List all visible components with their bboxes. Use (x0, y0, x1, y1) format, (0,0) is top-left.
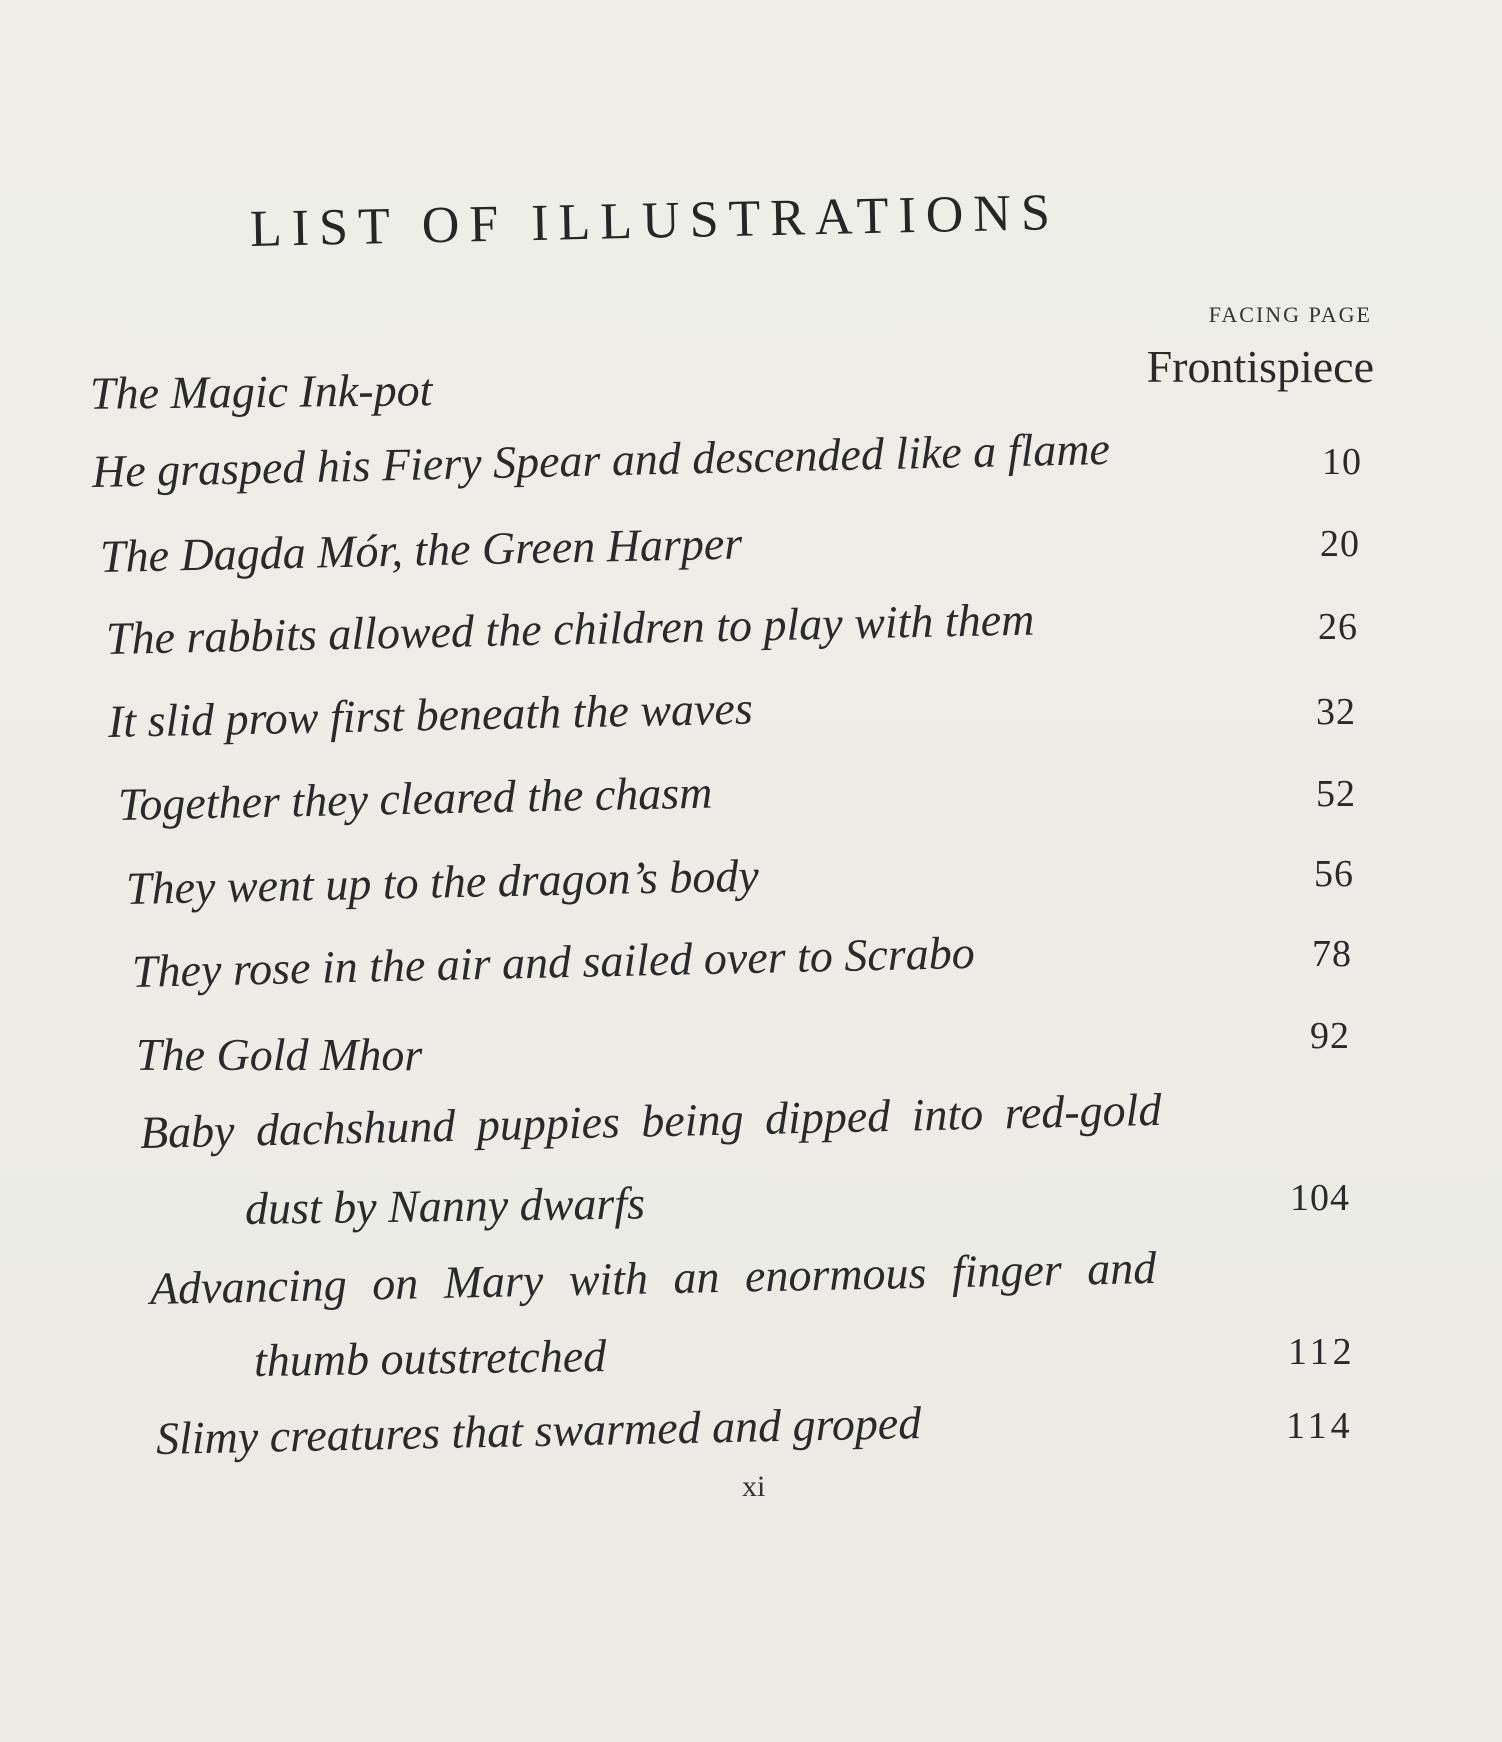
illustration-caption-line1: Advancing on Mary with an enormous finger and (149, 1241, 1157, 1314)
illustration-page: 104 (1290, 1177, 1350, 1219)
illustration-page: 52 (1316, 773, 1356, 815)
illustration-caption: The Dagda Mór, the Green Harper (99, 517, 743, 582)
illustration-page: 56 (1314, 853, 1354, 895)
illustration-caption: He grasped his Fiery Spear and descended like a flame (91, 422, 1111, 497)
illustration-caption-line1: Baby dachshund puppies being dipped into red-gold (139, 1083, 1162, 1158)
illustration-caption: The rabbits allowed the children to play with them (105, 593, 1035, 664)
illustration-page: 112 (1288, 1331, 1356, 1373)
page-number: xi (742, 1470, 766, 1503)
illustration-caption-line2: dust by Nanny dwarfs (244, 1177, 646, 1234)
illustration-caption: They went up to the dragon’s body (125, 849, 760, 914)
illustration-caption: Slimy creatures that swarmed and groped (155, 1396, 922, 1464)
illustration-caption-line2: thumb outstretched (253, 1330, 607, 1386)
illustration-caption: The Gold Mhor (136, 1029, 423, 1080)
illustration-caption: Together they cleared the chasm (117, 766, 713, 830)
illustration-caption: The Magic Ink-pot (89, 364, 433, 419)
illustration-page: 26 (1318, 606, 1358, 648)
illustration-page: 78 (1312, 933, 1352, 975)
illustration-page: 32 (1316, 691, 1356, 733)
page-title: LIST OF ILLUSTRATIONS (249, 184, 1061, 258)
illustration-caption: It slid prow first beneath the waves (107, 682, 754, 747)
illustration-page: 10 (1322, 441, 1362, 483)
illustration-page: 114 (1286, 1405, 1354, 1447)
illustration-page: 92 (1310, 1015, 1350, 1057)
illustration-page: Frontispiece (1146, 341, 1374, 392)
facing-page-header: FACING PAGE (1208, 302, 1372, 327)
illustration-page: 20 (1320, 523, 1360, 565)
illustration-caption: They rose in the air and sailed over to Scrabo (131, 926, 976, 997)
